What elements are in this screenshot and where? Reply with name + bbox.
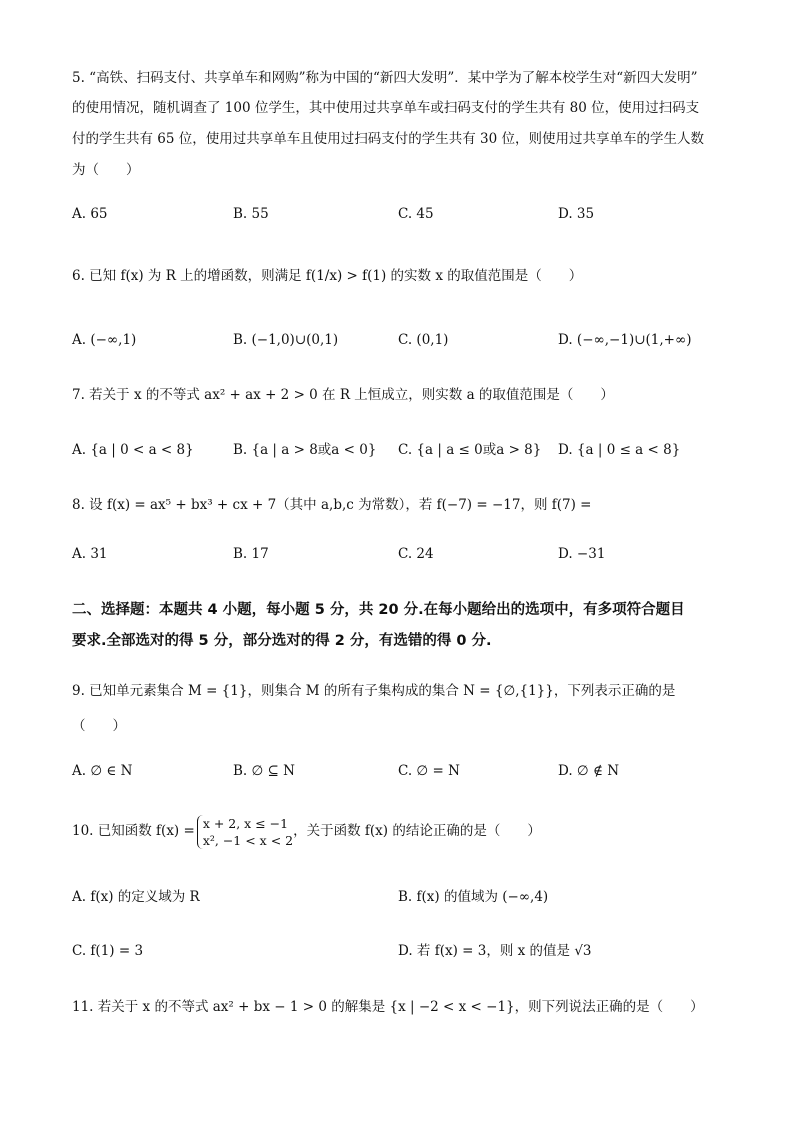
q7-option-d: D. {a | 0 ≤ a < 8} — [558, 442, 681, 458]
q8-option-d: D. −31 — [558, 546, 606, 562]
q7-option-b: B. {a | a > 8或a < 0} — [233, 442, 377, 458]
q9-line-2: （ ） — [72, 718, 126, 734]
q7-option-c: C. {a | a ≤ 0或a > 8} — [398, 442, 542, 458]
q10-option-c: C. f(1) = 3 — [72, 943, 144, 959]
q5-option-d: D. 35 — [558, 206, 595, 222]
q10-suffix: ，关于函数 f(x) 的结论正确的是（ ） — [293, 823, 541, 839]
q8-stem: 8. 设 f(x) = ax⁵ + bx³ + cx + 7（其中 a,b,c 为常数），若 f(−7) = −17，则 f(7) = — [72, 497, 592, 513]
q6-stem: 6. 已知 f(x) 为 R 上的增函数，则满足 f(1/x) > f(1) 的实数 x 的取值范围是（ ） — [72, 268, 583, 284]
section-2-line-1: 二、选择题：本题共 4 小题，每小题 5 分，共 20 分.在每小题给出的选项中，有多项符合题目 — [72, 602, 685, 618]
q8-options — [72, 544, 732, 564]
q5-option-a: A. 65 — [72, 206, 108, 222]
q7-option-a: A. {a | 0 < a < 8} — [72, 442, 194, 458]
section-2-line-2: 要求.全部选对的得 5 分，部分选对的得 2 分，有选错的得 0 分. — [72, 633, 492, 649]
q5-option-b: B. 55 — [233, 206, 269, 222]
q5-line-1: 5. “高铁、扫码支付、共享单车和网购”称为中国的“新四大发明”．某中学为了解本校学生对“新四大发明” — [72, 70, 698, 86]
q9-option-b: B. ∅ ⊆ N — [233, 763, 295, 779]
q10-option-a: A. f(x) 的定义域为 R — [72, 889, 200, 905]
q5-line-4: 为（ ） — [72, 162, 140, 178]
q10-prefix: 10. 已知函数 f(x) = — [72, 823, 195, 839]
q6-option-b: B. (−1,0)∪(0,1) — [233, 332, 339, 348]
q9-option-a: A. ∅ ∈ N — [72, 763, 133, 779]
q6-option-c: C. (0,1) — [398, 332, 449, 348]
q8-option-c: C. 24 — [398, 546, 434, 562]
q10-stem — [72, 812, 541, 850]
q10-piecewise — [197, 815, 293, 849]
q10-options-row-2 — [72, 941, 732, 961]
q9-options — [72, 761, 732, 781]
q5-options — [72, 204, 732, 224]
q5-option-c: C. 45 — [398, 206, 434, 222]
q7-options — [72, 440, 732, 460]
q5-line-2: 的使用情况，随机调查了 100 位学生，其中使用过共享单车或扫码支付的学生共有 80 位，使用过扫码支 — [72, 100, 700, 116]
q8-option-b: B. 17 — [233, 546, 269, 562]
q6-option-a: A. (−∞,1) — [72, 332, 137, 348]
q10-option-b: B. f(x) 的值域为 (−∞,4) — [398, 889, 549, 905]
q9-option-d: D. ∅ ∉ N — [558, 763, 620, 779]
q10-options-row-1 — [72, 887, 732, 907]
q9-line-1: 9. 已知单元素集合 M = {1}，则集合 M 的所有子集构成的集合 N = {∅,{1}}，下列表示正确的是 — [72, 683, 676, 699]
q6-option-d: D. (−∞,−1)∪(1,+∞) — [558, 332, 692, 348]
q5-line-3: 付的学生共有 65 位，使用过共享单车且使用过扫码支付的学生共有 30 位，则使用过共享单车的学生人数 — [72, 131, 705, 147]
q9-option-c: C. ∅ = N — [398, 763, 460, 779]
q10-case-2: x², −1 < x < 2 — [202, 832, 294, 848]
q11-stem: 11. 若关于 x 的不等式 ax² + bx − 1 > 0 的解集是 {x | −2 < x < −1}，则下列说法正确的是（ ） — [72, 999, 704, 1015]
q10-case-1: x + 2, x ≤ −1 — [202, 815, 289, 831]
q10-option-d: D. 若 f(x) = 3，则 x 的值是 √3 — [398, 943, 592, 959]
q6-options — [72, 330, 732, 350]
q8-option-a: A. 31 — [72, 546, 108, 562]
q7-stem: 7. 若关于 x 的不等式 ax² + ax + 2 > 0 在 R 上恒成立，则实数 a 的取值范围是（ ） — [72, 387, 614, 403]
